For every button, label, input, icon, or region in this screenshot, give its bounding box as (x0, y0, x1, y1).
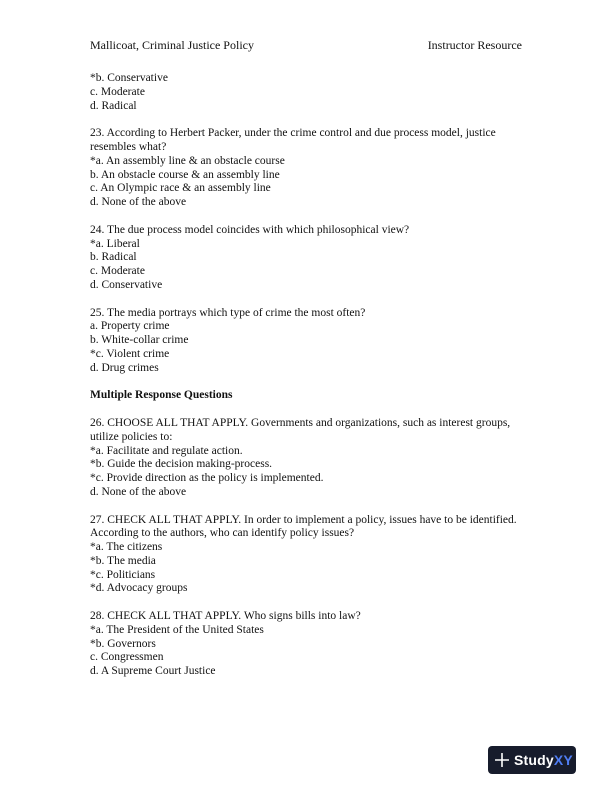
answer-option: b. White-collar crime (90, 334, 189, 347)
answer-option: c. Moderate (90, 265, 145, 278)
question-text: 28. CHECK ALL THAT APPLY. Who signs bills into law? (90, 610, 361, 623)
answer-option: *a. The President of the United States (90, 623, 264, 636)
badge-label (514, 752, 573, 768)
answer-option: *b. The media (90, 554, 156, 567)
answer-option: *b. Conservative (90, 72, 168, 84)
answer-option: *a. Facilitate and regulate action. (90, 444, 243, 457)
answer-option: *a. An assembly line & an obstacle course (90, 154, 285, 167)
answer-option: b. Radical (90, 251, 137, 264)
answer-option: d. None of the above (90, 196, 187, 209)
question-text: 26. CHOOSE ALL THAT APPLY. Governments and organizations, such as interest groups, utilize policies to: (90, 416, 511, 443)
answer-option: b. An obstacle course & an assembly line (90, 168, 280, 181)
answer-option: *a. Liberal (90, 237, 140, 250)
answer-option: *b. Guide the decision making-process. (90, 458, 273, 471)
answer-option: *c. Politicians (90, 568, 156, 581)
question-text: 27. CHECK ALL THAT APPLY. In order to implement a policy, issues have to be identified. According to the authors, who can identify policy issues? (90, 513, 517, 540)
question-23 (90, 127, 530, 210)
answer-option: d. A Supreme Court Justice (90, 665, 216, 678)
section-heading: Multiple Response Questions (90, 389, 233, 402)
question-text: 25. The media portrays which type of crime the most often? (90, 306, 366, 319)
question-text: 24. The due process model coincides with which philosophical view? (90, 223, 410, 236)
question-24 (90, 224, 530, 293)
page-header (90, 37, 522, 53)
answer-option: d. None of the above (90, 485, 187, 498)
document-body (90, 72, 530, 693)
plus-icon (495, 753, 509, 767)
answer-option: *d. Advocacy groups (90, 582, 188, 595)
answer-option: d. Radical (90, 99, 137, 112)
header-course-title: Mallicoat, Criminal Justice Policy (90, 38, 254, 52)
answer-option: *a. The citizens (90, 541, 163, 554)
answer-option: c. Congressmen (90, 651, 164, 664)
header-resource-label: Instructor Resource (427, 38, 522, 52)
badge-text-accent: XY (553, 752, 573, 768)
question-27 (90, 514, 530, 597)
answer-option: *c. Provide direction as the policy is implemented. (90, 472, 324, 485)
question-26 (90, 417, 530, 500)
question-28 (90, 610, 530, 679)
answer-option: *c. Violent crime (90, 347, 170, 360)
question-text: 23. According to Herbert Packer, under the crime control and due process model, justice resembles what? (90, 127, 496, 153)
badge-text-primary: Study (514, 752, 554, 768)
answer-option: c. Moderate (90, 85, 145, 98)
answer-option: a. Property crime (90, 320, 170, 333)
answer-option: *b. Governors (90, 637, 156, 650)
question-22-tail (90, 72, 530, 113)
answer-option: c. An Olympic race & an assembly line (90, 182, 271, 195)
question-25 (90, 307, 530, 376)
studyxy-badge[interactable] (488, 746, 576, 774)
answer-option: d. Conservative (90, 278, 163, 291)
answer-option: d. Drug crimes (90, 361, 159, 374)
